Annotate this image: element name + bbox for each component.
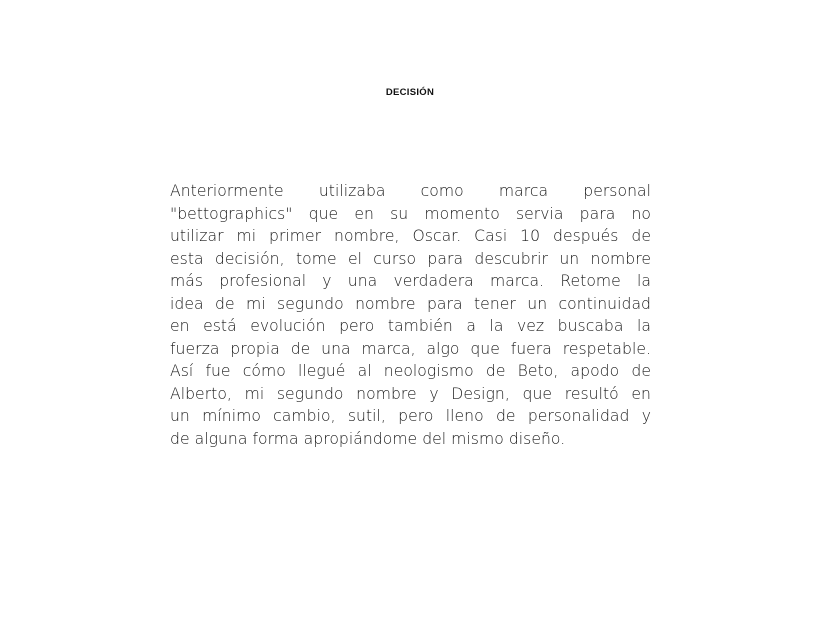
paragraph-line: idea de mi segundo nombre para tener un continuidad bbox=[170, 294, 651, 313]
paragraph-line: esta decisión, tome el curso para descubrir un nombre bbox=[170, 249, 651, 268]
paragraph-line: Así fue cómo llegué al neologismo de Beto, apodo de bbox=[170, 362, 651, 380]
paragraph-line: de alguna forma apropiándome del mismo diseño. bbox=[170, 429, 566, 448]
paragraph-line: Alberto, mi segundo nombre y Design, que resultó en bbox=[170, 384, 651, 403]
paragraph-line: Anteriormente utilizaba como marca personal bbox=[170, 182, 651, 200]
paragraph-line: más profesional y una verdadera marca. Retome la bbox=[170, 272, 651, 290]
section-heading: DECISIÓN bbox=[385, 87, 435, 98]
body-paragraph bbox=[170, 180, 651, 450]
paragraph-line: utilizar mi primer nombre, Oscar. Casi 10 después de bbox=[170, 227, 651, 245]
paragraph-line: un mínimo cambio, sutil, pero lleno de personalidad y bbox=[170, 407, 651, 425]
paragraph-line: fuerza propia de una marca, algo que fuera respetable. bbox=[170, 339, 651, 358]
paragraph-line: en está evolución pero también a la vez buscaba la bbox=[170, 317, 651, 335]
paragraph-line: "bettographics" que en su momento servia para no bbox=[170, 204, 651, 223]
